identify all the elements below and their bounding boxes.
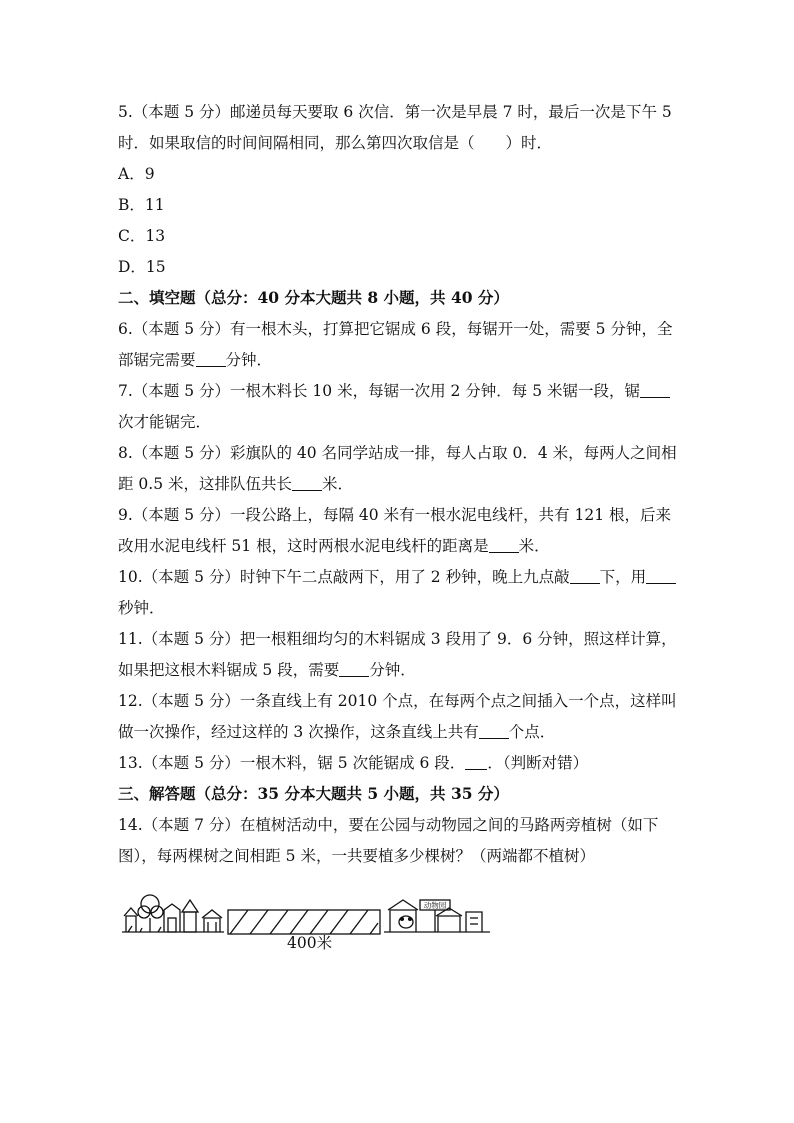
q12-line1: 12.（本题 5 分）一条直线上有 2010 个点，在每两个点之间插入一个点，这样叫 <box>118 692 677 710</box>
q12-answer-blank <box>479 724 509 739</box>
q12-text-b: 个点． <box>508 723 556 741</box>
section2-title: 二、填空题（总分：40 分本大题共 8 小题，共 40 分） <box>118 288 509 307</box>
q12-text-a: 做一次操作，经过这样的 3 次操作，这条直线上共有 <box>118 723 479 741</box>
q7-answer-blank <box>640 383 670 398</box>
q10-answer-blank-2 <box>646 569 676 584</box>
q10-text-a: 10.（本题 5 分）时钟下午二点敲两下，用了 2 秒钟，晚上九点敲 <box>118 568 570 586</box>
q10-line1 <box>118 567 678 587</box>
section3-title: 三、解答题（总分：35 分本大题共 5 小题，共 35 分） <box>118 784 509 803</box>
q14-line1: 14.（本题 7 分）在植树活动中，要在公园与动物园之间的马路两旁植树（如下 <box>118 816 659 834</box>
q5-line1: 5.（本题 5 分）邮递员每天要取 6 次信．第一次是早晨 7 时，最后一次是下午 5 <box>118 103 672 121</box>
q8-text-a: 距 0.5 米，这排队伍共长 <box>118 475 293 493</box>
q8-line1: 8.（本题 5 分）彩旗队的 40 名同学站成一排，每人占取 0．4 米，每两人之间相 <box>118 444 677 462</box>
distance-label: 400米 <box>287 934 333 952</box>
q6-text-b: 分钟． <box>225 351 273 369</box>
q6-text-a: 部锯完需要 <box>118 351 196 369</box>
q5-option-a: A．9 <box>118 165 155 183</box>
q8-line2 <box>118 474 678 494</box>
q14-line2: 图），每两棵树之间相距 5 米，一共要植多少棵树？（两端都不植树） <box>118 847 595 865</box>
q6-answer-blank <box>196 352 226 367</box>
q9-line2 <box>118 536 678 556</box>
q12-line2 <box>118 722 678 742</box>
q5-option-b: B．11 <box>118 196 165 214</box>
q7-text-a: 7.（本题 5 分）一根木料长 10 米，每锯一次用 2 分钟．每 5 米锯一段，锯 <box>118 382 641 400</box>
q9-text-a: 改用水泥电线杆 51 根，这时两根水泥电线杆的距离是 <box>118 537 489 555</box>
q8-answer-blank <box>292 476 322 491</box>
q5-option-c: C．13 <box>118 227 166 245</box>
q11-answer-blank <box>339 662 369 677</box>
road <box>228 910 380 934</box>
q6-line2 <box>118 350 678 370</box>
q11-line2 <box>118 660 678 680</box>
q10-answer-blank-1 <box>570 569 600 584</box>
q9-answer-blank <box>489 538 519 553</box>
q7-line1 <box>118 381 678 401</box>
q10-line2: 秒钟． <box>118 599 165 617</box>
q5-line2: 时．如果取信的时间间隔相同，那么第四次取信是（ ）时． <box>118 134 553 152</box>
q9-text-b: 米． <box>518 537 550 555</box>
q11-text-b: 分钟． <box>369 661 416 679</box>
q13-line1 <box>118 753 678 773</box>
q5-option-d: D．15 <box>118 258 166 276</box>
q11-text-a: 如果把这根木料锯成 5 段，需要 <box>118 661 340 679</box>
q10-text-b: 下，用 <box>599 568 647 586</box>
q13-text-a: 13.（本题 5 分）一根木料，锯 5 次能锯成 6 段． <box>118 754 466 772</box>
q7-line2: 次才能锯完． <box>118 413 212 431</box>
q11-line1: 11.（本题 5 分）把一根粗细均匀的木料锯成 3 段用了 9．6 分钟，照这样计算， <box>118 630 677 648</box>
q13-answer-blank <box>465 755 487 770</box>
q9-line1: 9.（本题 5 分）一段公路上，每隔 40 米有一根水泥电线杆，共有 121 根，后来 <box>118 506 672 524</box>
zoo-sign-text: 动物园 <box>423 901 447 910</box>
park-illustration <box>122 895 224 932</box>
q13-text-b: ．（判断对错） <box>487 754 589 772</box>
q8-text-b: 米． <box>322 475 354 493</box>
q6-line1: 6.（本题 5 分）有一根木头，打算把它锯成 6 段，每锯开一处，需要 5 分钟，全 <box>118 320 673 338</box>
